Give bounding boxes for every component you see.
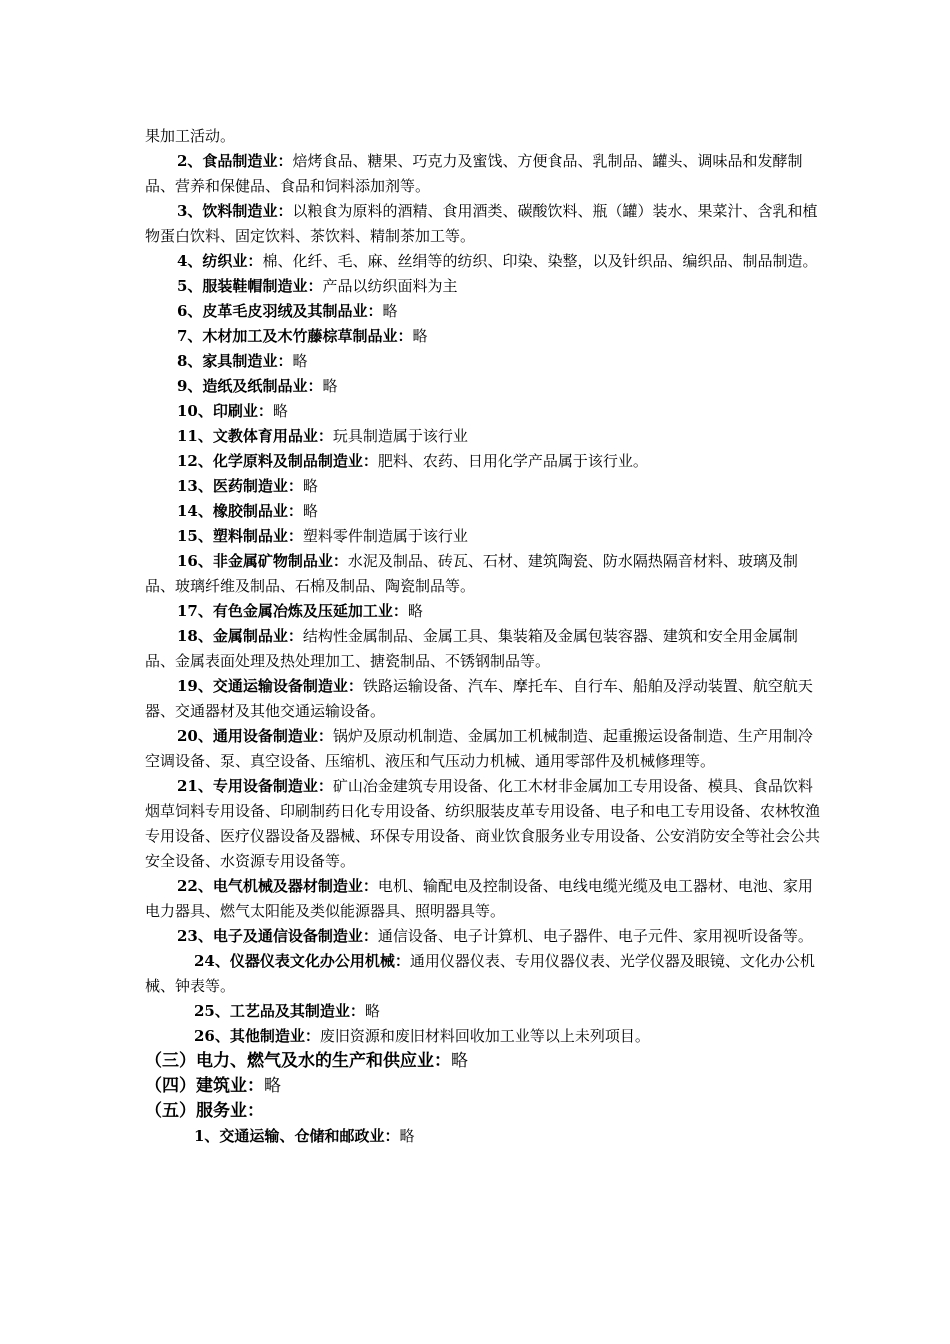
section-heading: （三）电力、燃气及水的生产和供应业： (145, 1051, 451, 1071)
industry-paragraph (145, 524, 825, 549)
section-heading-line (145, 1074, 825, 1099)
industry-heading: 22、电气机械及器材制造业： (177, 877, 378, 895)
industry-paragraph (145, 424, 825, 449)
industry-heading: 15、塑料制品业： (177, 527, 303, 545)
industry-description: 产品以纺织面料为主 (322, 277, 458, 295)
industry-description: 略 (382, 302, 398, 320)
industry-description: 铁路运输设备、汽车、摩托车、自行车、船舶及浮动装置、航空航天器、交通器材及其他交通运输设备。 (145, 677, 813, 720)
industry-paragraph (145, 249, 825, 274)
industry-heading: 26、其他制造业： (194, 1027, 320, 1045)
industry-paragraph (145, 324, 825, 349)
industry-heading: 21、专用设备制造业： (177, 777, 333, 795)
industry-description: 玩具制造属于该行业 (332, 427, 468, 445)
industry-description: 通信设备、电子计算机、电子器件、电子元件、家用视听设备等。 (377, 927, 813, 945)
industry-paragraph (145, 874, 825, 924)
industry-description: 锅炉及原动机制造、金属加工机械制造、起重搬运设备制造、生产用制冷空调设备、泵、真空设备、压缩机、液压和气压动力机械、通用零部件及机械修理等。 (145, 727, 813, 770)
section-heading-line (145, 1099, 825, 1124)
industry-paragraph (145, 499, 825, 524)
section-heading: （五）服务业： (145, 1101, 264, 1121)
industry-heading: 25、工艺品及其制造业： (194, 1002, 365, 1020)
industry-description: 略 (292, 352, 308, 370)
industry-heading: 12、化学原料及制品制造业： (177, 452, 378, 470)
industry-description: 水泥及制品、砖瓦、石材、建筑陶瓷、防水隔热隔音材料、玻璃及制品、玻璃纤维及制品、石棉及制品、陶瓷制品等。 (145, 552, 798, 595)
industry-description: 略 (302, 502, 318, 520)
industry-heading: 5、服装鞋帽制造业： (177, 277, 323, 295)
industry-description: 以粮食为原料的酒精、食用酒类、碳酸饮料、瓶（罐）装水、果菜汁、含乳和植物蛋白饮料、固定饮料、茶饮料、精制茶加工等。 (145, 202, 818, 245)
industry-heading: 13、医药制造业： (177, 477, 303, 495)
industry-heading: 6、皮革毛皮羽绒及其制品业： (177, 302, 383, 320)
industry-heading: 23、电子及通信设备制造业： (177, 927, 378, 945)
industry-heading: 19、交通运输设备制造业： (177, 677, 363, 695)
document-page (145, 124, 825, 1149)
section-heading-line (145, 1049, 825, 1074)
industry-description: 棉、化纤、毛、麻、丝绢等的纺织、印染、染整，以及针织品、编织品、制品制造。 (262, 252, 818, 270)
industry-description: 废旧资源和废旧材料回收加工业等以上未列项目。 (319, 1027, 650, 1045)
industry-paragraph (145, 624, 825, 674)
section-text: 略 (451, 1051, 468, 1071)
industry-paragraph (145, 724, 825, 774)
subsection-heading: 1、交通运输、仓储和邮政业： (194, 1127, 400, 1145)
industry-description: 略 (412, 327, 428, 345)
industry-paragraph (145, 774, 825, 874)
industry-heading: 24、仪器仪表文化办公用机械： (194, 952, 410, 970)
industry-description: 略 (364, 1002, 380, 1020)
industry-paragraph (145, 274, 825, 299)
industry-paragraph (145, 299, 825, 324)
industry-description: 焙烤食品、糖果、巧克力及蜜饯、方便食品、乳制品、罐头、调味品和发酵制品、营养和保健品、食品和饲料添加剂等。 (145, 152, 803, 195)
section-text: 略 (264, 1076, 281, 1096)
industry-paragraph (145, 199, 825, 249)
industry-paragraph (145, 674, 825, 724)
industry-paragraph (145, 949, 825, 999)
industry-description: 略 (407, 602, 423, 620)
industry-paragraph (145, 999, 825, 1024)
subsection-item (145, 1124, 825, 1149)
industry-heading: 11、文教体育用品业： (177, 427, 333, 445)
subsection-text: 略 (399, 1127, 415, 1145)
industry-heading: 8、家具制造业： (177, 352, 293, 370)
industry-paragraph (145, 374, 825, 399)
industry-heading: 14、橡胶制品业： (177, 502, 303, 520)
industry-description: 果加工活动。 (145, 127, 236, 145)
industry-description: 矿山冶金建筑专用设备、化工木材非金属加工专用设备、模具、食品饮料烟草饲料专用设备、印刷制药日化专用设备、纺织服装皮革专用设备、电子和电工专用设备、农林牧渔专用设备、医疗仪器设备及器械、环保专用设备、商业饮食服务业专用设备、公安消防安全等社会公共安全设备、水资源专用设备等。 (145, 777, 821, 870)
industry-paragraph (145, 149, 825, 199)
industry-heading: 2、食品制造业： (177, 152, 293, 170)
industry-description: 电机、输配电及控制设备、电线电缆光缆及电工器材、电池、家用电力器具、燃气太阳能及类似能源器具、照明器具等。 (145, 877, 813, 920)
industry-description: 通用仪器仪表、专用仪器仪表、光学仪器及眼镜、文化办公机械、钟表等。 (145, 952, 815, 995)
industry-description: 塑料零件制造属于该行业 (302, 527, 468, 545)
industry-description: 略 (322, 377, 338, 395)
industry-paragraph (145, 549, 825, 599)
industry-paragraph (145, 399, 825, 424)
industry-paragraph (145, 474, 825, 499)
industry-description: 肥料、农药、日用化学产品属于该行业。 (377, 452, 648, 470)
industry-heading: 17、有色金属冶炼及压延加工业： (177, 602, 408, 620)
industry-paragraph (145, 599, 825, 624)
industry-description: 结构性金属制品、金属工具、集装箱及金属包装容器、建筑和安全用金属制品、金属表面处理及热处理加工、搪瓷制品、不锈钢制品等。 (145, 627, 798, 670)
industry-heading: 20、通用设备制造业： (177, 727, 333, 745)
industry-description: 略 (272, 402, 288, 420)
section-heading: （四）建筑业： (145, 1076, 264, 1096)
industry-paragraph (145, 349, 825, 374)
industry-heading: 9、造纸及纸制品业： (177, 377, 323, 395)
industry-heading: 3、饮料制造业： (177, 202, 293, 220)
industry-paragraph (145, 924, 825, 949)
industry-heading: 18、金属制品业： (177, 627, 303, 645)
industry-paragraph (145, 1024, 825, 1049)
industry-list (145, 124, 825, 1049)
industry-description: 略 (302, 477, 318, 495)
industry-heading: 16、非金属矿物制品业： (177, 552, 348, 570)
industry-heading: 7、木材加工及木竹藤棕草制品业： (177, 327, 413, 345)
industry-paragraph (145, 124, 825, 149)
industry-heading: 10、印刷业： (177, 402, 273, 420)
section-list (145, 1049, 825, 1124)
industry-heading: 4、纺织业： (177, 252, 263, 270)
industry-paragraph (145, 449, 825, 474)
